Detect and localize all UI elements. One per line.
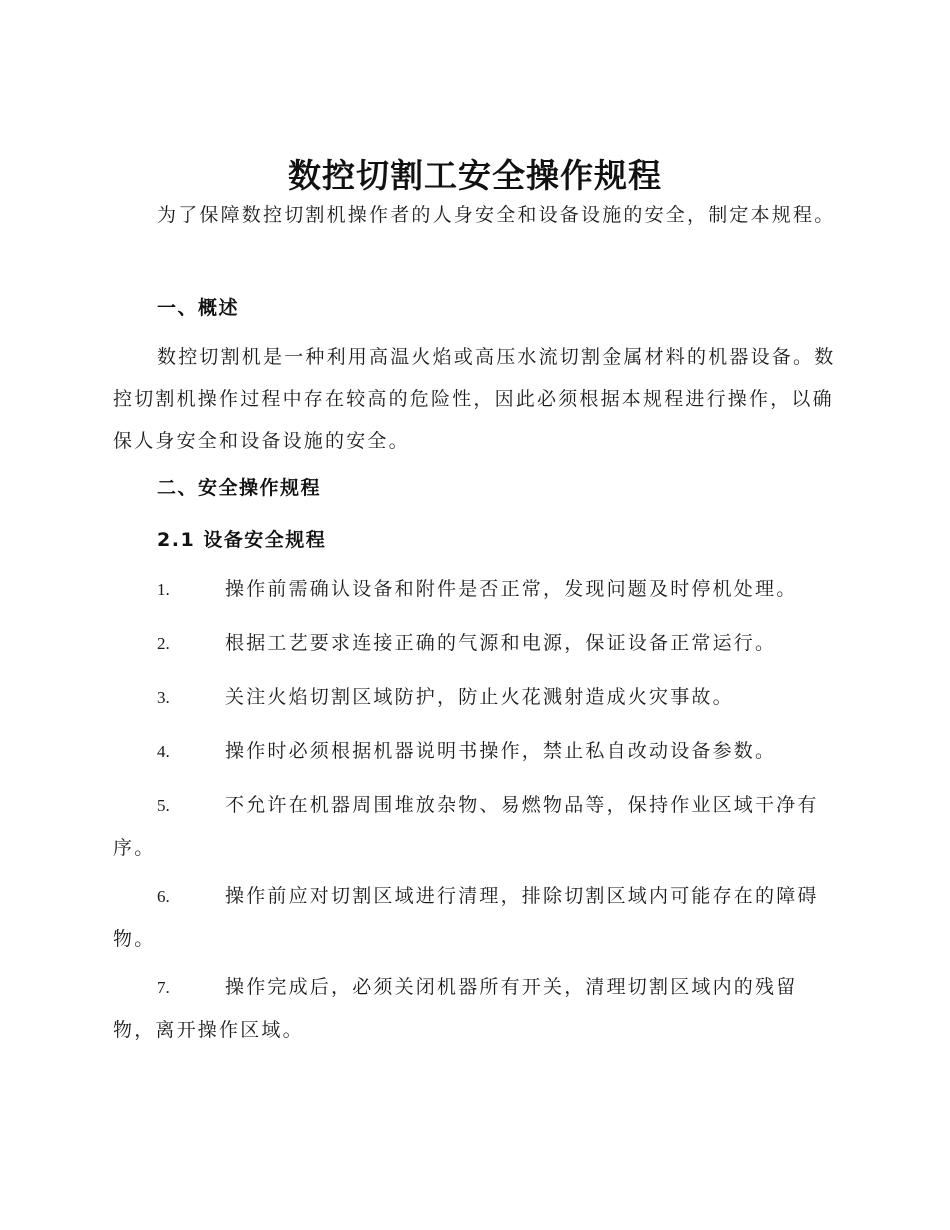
list-item-text: 不允许在机器周围堆放杂物、易燃物品等，保持作业区域干净有序。 [113,794,819,859]
list-item [113,622,838,665]
overview-paragraph: 数控切割机是一种利用高温火焰或高压水流切割金属材料的机器设备。数控切割机操作过程中存在较高的危险性，因此必须根据本规程进行操作，以确保人身安全和设备设施的安全。 [113,346,836,452]
list-item [113,875,838,960]
list-item [113,676,838,719]
list-item-text: 根据工艺要求连接正确的气源和电源，保证设备正常运行。 [225,632,777,654]
list-item [113,568,838,611]
list-item-number: 1. [157,580,170,599]
intro-paragraph: 为了保障数控切割机操作者的人身安全和设备设施的安全，制定本规程。 [157,204,836,226]
list-item-number: 5. [157,796,170,815]
list-item-text: 操作前应对切割区域进行清理，排除切割区域内可能存在的障碍物。 [113,885,819,950]
list-item-text: 操作前需确认设备和附件是否正常，发现问题及时停机处理。 [225,578,798,600]
list-item [113,784,838,869]
list-item-text: 操作时必须根据机器说明书操作，禁止私自改动设备参数。 [225,740,777,762]
list-item-number: 3. [157,688,170,707]
list-item-text: 关注火焰切割区域防护，防止火花溅射造成火灾事故。 [225,686,734,708]
list-item-number: 2. [157,634,170,653]
section-heading-safety-rules: 二、安全操作规程 [157,477,322,499]
list-item-text: 操作完成后，必须关闭机器所有开关，清理切割区域内的残留物，离开操作区域。 [113,976,798,1041]
list-item-number: 7. [157,978,170,997]
list-item [113,730,838,773]
subsection-heading-equipment: 2.1 设备安全规程 [157,529,327,551]
section-heading-overview: 一、概述 [157,297,240,319]
document-title: 数控切割工安全操作规程 [288,156,662,195]
list-item [113,966,838,1051]
list-item-number: 6. [157,887,170,906]
list-item-number: 4. [157,742,170,761]
